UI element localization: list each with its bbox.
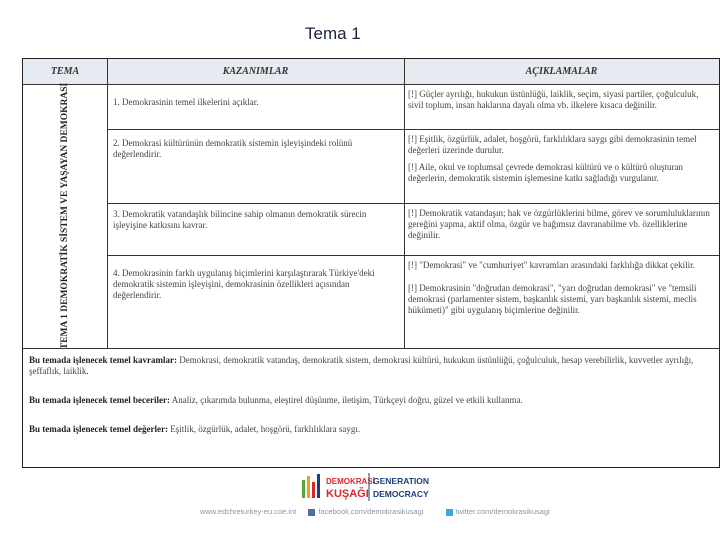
- table-row: [107, 130, 719, 204]
- kavramlar-text: [29, 355, 713, 377]
- footer-links: [200, 507, 570, 516]
- logo-text-4: DEMOCRACY: [373, 489, 429, 499]
- aciklama-item: [!] Aile, okul ve toplumsal çevrede demokrasi kültürü ve o kültürü oluşturan değerlerin, demokratik sistemin işlemesine katkı sağladığı vurgulanır.: [408, 162, 683, 183]
- demokrasi-kusagi-logo: [300, 470, 430, 504]
- degerler-text: [29, 424, 713, 435]
- beceriler-value: Analiz, çıkarımda bulunma, eleştirel düşünme, iletişim, Türkçeyi doğru, güzel ve etkili kullanma.: [169, 395, 523, 405]
- logo-text-2: KUŞAĞI: [326, 488, 369, 500]
- degerler-value: Eşitlik, özgürlük, adalet, hoşgörü, farklılıklara saygı.: [167, 424, 361, 434]
- curriculum-table: [22, 58, 720, 468]
- table-row: [107, 256, 719, 348]
- facebook-link[interactable]: [308, 507, 433, 516]
- aciklama-cell: [404, 85, 719, 121]
- kavramlar-value: Demokrasi, demokratik vatandaş, demokratik sistem, demokrasi kültürü, hukukun üstünlüğü, çoğulculuk, hesap verebilirlik, kuvvetler ayrılığı, şeffaflık, laiklik.: [29, 355, 694, 376]
- header-aciklamalar-label: AÇIKLAMALAR: [525, 66, 598, 77]
- header-tema-label: TEMA: [50, 66, 80, 77]
- twitter-link[interactable]: [446, 507, 560, 516]
- twitter-link-label: twitter.com/demokrasikusagi: [455, 507, 550, 516]
- table-row: [107, 204, 719, 256]
- aciklama-cell: [404, 130, 719, 194]
- header-aciklamalar: [404, 59, 719, 85]
- beceriler-label: Bu temada işlenecek temel beceriler:: [29, 395, 170, 405]
- beceriler-text: [29, 395, 713, 406]
- kazanim-cell: 1. Demokrasinin temel ilkelerini açıklar.: [113, 97, 259, 107]
- kazanim-cell: 4. Demokrasinin farklı uygulanış biçimlerini karşılaştırarak Türkiye'deki demokratik sistemin işleyişini, demokrasinin özellikleri açısından değerlendirir.: [113, 268, 375, 300]
- logo-text-3: GENERATION: [373, 476, 430, 486]
- header-kazanimlar: [107, 59, 404, 85]
- twitter-icon: [446, 509, 453, 516]
- kazanim-cell: 3. Demokratik vatandaşlık bilincine sahip olmanın demokratik sürecin işleyişine katkısını kavrar.: [113, 209, 367, 230]
- logo-text-1: DEMOKRASİ: [326, 477, 375, 486]
- tema-cell: [29, 82, 101, 350]
- degerler-label: Bu temada işlenecek temel değerler:: [29, 424, 168, 434]
- aciklama-item: [!] "Demokrasi" ve "cumhuriyet" kavramları arasındaki farklılığa dikkat çekilir.: [408, 260, 695, 270]
- kazanim-cell: 2. Demokrasi kültürünün demokratik sistemin işleyişindeki rolünü değerlendirir.: [113, 138, 353, 159]
- header-tema: [23, 59, 107, 85]
- aciklama-cell: [404, 204, 719, 251]
- table-row: [107, 85, 719, 130]
- header-kazanimlar-label: KAZANIMLAR: [222, 66, 289, 77]
- aciklama-item: [!] Güçler ayrılığı, hukukun üstünlüğü, laiklik, seçim, siyasi partiler, çoğulculuk, sivil toplum, insan haklarına dayalı olma vb. ilkelere kısaca değinilir.: [408, 89, 699, 110]
- page-title: Tema 1: [305, 24, 361, 43]
- web-link[interactable]: www.edchreturkey-eu.coe.int: [200, 507, 297, 516]
- facebook-link-label: facebook.com/demokrasikusagi: [318, 507, 424, 516]
- tema-label: TEMA 1 DEMOKRATİK SİSTEM VE YAŞAYAN DEMOKRASİ: [60, 82, 70, 350]
- aciklama-item: [!] Eşitlik, özgürlük, adalet, hoşgörü, farklılıklara saygı gibi demokrasinin temel değerleri üzerinde durulur.: [408, 134, 697, 155]
- aciklama-item: [!] Demokratik vatandaşın; hak ve özgürlüklerini bilme, görev ve sorumluluklarının gereğini yapma, aktif olma, özgür ve bağımsız davranabilme vb. özelliklerine değinilir.: [408, 208, 710, 240]
- logo-mark: [302, 474, 320, 498]
- aciklama-cell: [404, 256, 719, 326]
- kavramlar-label: Bu temada işlenecek temel kavramlar:: [29, 355, 177, 365]
- facebook-icon: [308, 509, 315, 516]
- temel-bilgiler: [23, 348, 719, 459]
- aciklama-item: [!] Demokrasinin "doğrudan demokrasi", "yarı doğrudan demokrasi" ve "temsili demokrasi (parlamenter sistem, başkanlık sistemi, yarı başkanlık sistemi, meclis hükümeti)" gibi uygulanış biçimlerine değinilir.: [408, 283, 697, 315]
